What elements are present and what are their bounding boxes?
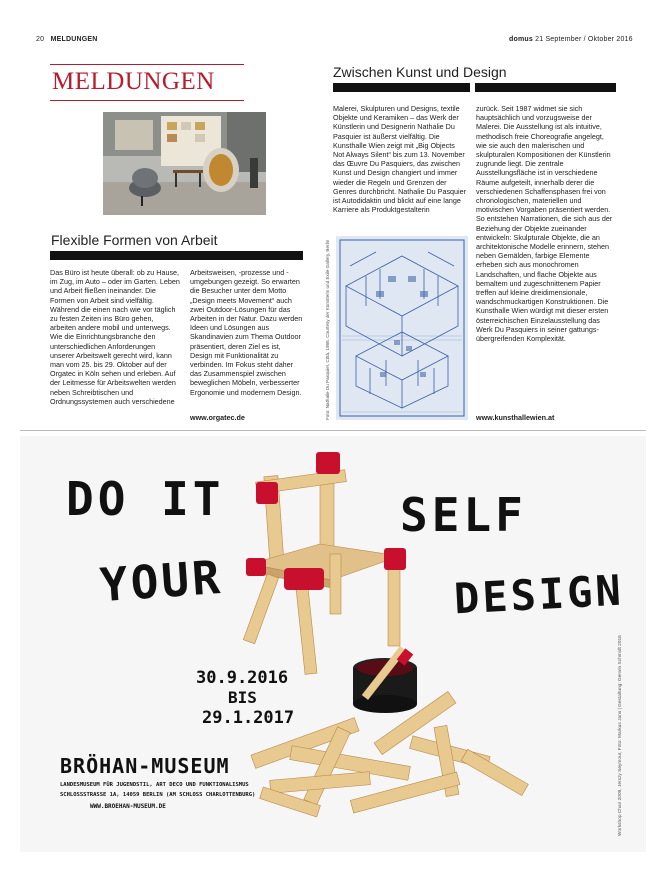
article-left-text-1: Das Büro ist heute überall: ob zu Hause, im Zug, im Auto – oder im Garten. Leben und Arbeit fließen ineinander. Die Formen von Arbeit sind vielfältig. Während die einen nach wie vor täglich zu festen Zeiten ins Büro gehen, arbeiten andere mobil und unterwegs. Wie die Einrichtungsbranche den unterschiedlichen Anforderungen unserer Arbeitswelt gerecht wird, kann man vom 25. bis 29. Oktober auf der Orgatec in Köln sehen und erleben. Auf der Leitmesse für Arbeitswelten werden neben Schreibtischen und Ordnungssystemen auch verschiedene — [50, 268, 180, 406]
ad-headline-self: SELF — [400, 488, 527, 542]
ad-headline-your: YOUR — [98, 549, 225, 613]
ad-credit: Workshop Chair 2009, Jerszy Seymour, Foto: Markus Jans | Gestaltung: Gerwin Schmidt 2016 — [618, 635, 623, 836]
section-title: MELDUNGEN — [52, 68, 215, 95]
article-right-title-bar-1 — [333, 83, 470, 92]
article-right-col1 — [333, 104, 467, 214]
ad-date-from: 30.9.2016 — [196, 668, 289, 688]
header-brand: domus — [509, 36, 533, 43]
ad-museum-name: BRÖHAN-MUSEUM — [60, 754, 230, 778]
header-issue: 21 September / Oktober 2016 — [535, 36, 633, 43]
article-right-col2 — [476, 104, 614, 343]
ad-headline-do-it: DO IT — [66, 472, 225, 526]
article-right-text-2: zurück. Seit 1987 widmet sie sich hauptsächlich und vorzugsweise der Malerei. Die Ausstellung ist als intuitive, methodisch freie Choreografie angelegt, wie sie auch den malerischen und skulpturalen Kompositionen der Künstlerin zugrunde liegt. Die zentrale Ausstellungsfläche ist in verschiedene Räume aufgeteilt, innerhalb derer die verschiedenen Schaffensphasen frei von chronologischen, materiellen und motivischen Vorgaben präsentiert werden. So entstehen Narrationen, die sich aus der Beziehung der Objekte zueinander entwickeln: Skulpturale Objekte, die an architektonische Modelle erinnern, stehen neben Gemälden, farbige Elemente erheben sich aus monochromen Landschaften, und flache Objekte aus bemaltem und zugeschnittenem Papier treffen auf kleine dreidimensionale, wandschmuckartigen Konstruktionen. Die Kunsthalle Wien würdigt mit dieser ersten österreichischen Einzelausstellung das Werk Du Pasquiers in seiner gattungs-übergreifenden Komplexität. — [476, 104, 613, 344]
header-section: MELDUNGEN — [50, 36, 98, 43]
article-right-text-1: Malerei, Skulpturen und Designs, textile Objekte und Keramiken – das Werk der Künstlerin und Designerin Nathalie Du Pasquier ist äußerst vielfältig. Die Kunsthalle Wien zeigt mit „Big Objects Not Always Silent“ bis zum 13. November das Œuvre Du Pasquiers, das zwischen Kunst und Design changiert und immer wieder die Regeln und Grenzen der Genres durchbricht. Nathalie Du Pasquier ist Autodidaktin und blickt auf eine lange Karriere als Produktgestalterin — [333, 104, 467, 215]
page-header-left — [36, 36, 98, 43]
section-rule-top — [50, 64, 244, 65]
ad-date-to: 29.1.2017 — [202, 708, 295, 728]
museum-ad — [20, 436, 646, 852]
orgatec-photo — [103, 112, 266, 215]
article-right-title-bar-2 — [475, 83, 616, 92]
ad-museum-line2: SCHLOSSSTRASSE 1A, 14059 BERLIN (AM SCHLOSS CHARLOTTENBURG) — [60, 792, 256, 798]
article-left-col2 — [190, 268, 304, 397]
kunsthalle-link[interactable]: www.kunsthallewien.at — [476, 413, 555, 422]
article-left-title: Flexible Formen von Arbeit — [51, 232, 218, 248]
ad-headline-design: DESIGN — [452, 565, 625, 624]
article-left-col1 — [50, 268, 180, 406]
article-right-title: Zwischen Kunst und Design — [333, 64, 507, 80]
ad-museum-url[interactable]: WWW.BROEHAN-MUSEUM.DE — [90, 803, 166, 810]
article-left-text-2: Arbeitsweisen, -prozesse und -umgebungen gezeigt. So erwarten die Besucher unter dem Motto „Design meets Movement“ auch zwei Outdoor-Lösungen für das Arbeiten in der Natur. Dazu werden Ideen und Lösungen aus Skandinavien zum Thema Outdoor präsentiert, deren Ziel es ist, Design mit Funktionalität zu verbinden. Im Fokus steht daher das Zusammenspiel zwischen beweglichen Möbeln, verbesserter Ergonomie und modernem Design. — [190, 268, 303, 397]
ad-date-bis: BIS — [228, 688, 257, 707]
article-left-title-bar — [50, 251, 303, 260]
du-pasquier-print — [336, 236, 468, 420]
page-number: 20 — [36, 36, 45, 43]
print-photo-credit: Foto: Nathalie Du Pasquier, Città, 1986. Courtesy der Künstlerin und Exile Gallery, Berlin — [325, 239, 330, 420]
page-header-right — [509, 36, 633, 43]
section-rule-bottom — [50, 100, 244, 101]
ad-divider — [20, 430, 646, 431]
orgatec-link[interactable]: www.orgatec.de — [190, 413, 245, 422]
ad-museum-line1: LANDESMUSEUM FÜR JUGENDSTIL, ART DECO UND FUNKTIONALISMUS — [60, 782, 249, 788]
